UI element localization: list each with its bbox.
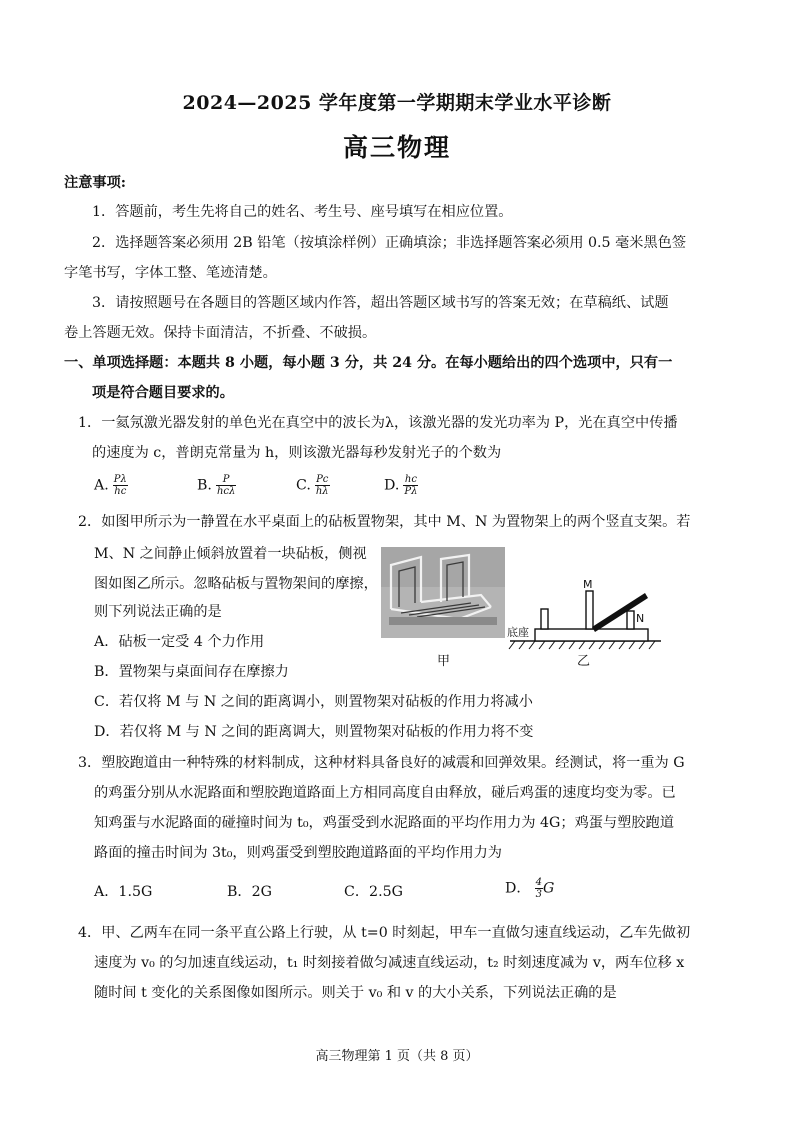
question-3-stem: 的鸡蛋分别从水泥路面和塑胶跑道路面上方相同高度自由释放，碰后鸡蛋的速度均变为零。已 <box>94 785 676 801</box>
label-m: M <box>583 578 593 591</box>
q1-option-b: B. $\frac{P}{\text{hcλ}}$ <box>197 474 236 497</box>
notice-heading: 注意事项: <box>64 175 126 191</box>
question-4-stem: 速度为 v₀ 的匀加速直线运动，t₁ 时刻接着做匀减速直线运动，t₂ 时刻速度减为 v，两车位移 x <box>94 955 685 971</box>
section-heading: 一、单项选择题：本题共 8 小题，每小题 3 分，共 24 分。在每小题给出的四个选项中，只有一 <box>64 355 673 371</box>
question-3-stem: 路面的撞击时间为 3t₀，则鸡蛋受到塑胶跑道路面的平均作用力为 <box>94 845 502 861</box>
left-post <box>541 609 548 629</box>
question-1-stem: 1．一氦氖激光器发射的单色光在真空中的波长为λ，该激光器的发光功率为 P，光在真空中传播 <box>78 415 678 431</box>
exam-title: 2024—2025 学年度第一学期期末学业水平诊断 <box>182 92 612 114</box>
q3-option-d: D． $\frac{4}{3}$ G <box>505 877 555 900</box>
question-2-stem: M、N 之间静止倾斜放置着一块砧板，侧视 <box>94 546 367 562</box>
question-4-stem: 4．甲、乙两车在同一条平直公路上行驶，从 t=0 时刻起，甲车一直做匀速直线运动，乙车先做初 <box>78 925 691 941</box>
q1-option-c: C. $\frac{Pc}{h\lambda}$ <box>296 474 329 497</box>
notice-item: 3．请按照题号在各题目的答题区域内作答，超出答题区域书写的答案无效；在草稿纸、试题 <box>92 295 669 311</box>
label-n: N <box>636 612 645 625</box>
rack-side-view-diagram <box>505 573 663 653</box>
figure-caption-b: 乙 <box>577 654 591 669</box>
q2-option-a: A．砧板一定受 4 个力作用 <box>94 634 265 650</box>
subject-title: 高三物理 <box>342 133 451 162</box>
rack-photo <box>381 547 505 638</box>
q2-option-c: C．若仅将 M 与 N 之间的距离调小，则置物架对砧板的作用力将减小 <box>94 694 533 710</box>
ground-line <box>509 641 661 649</box>
question-2-stem: 2．如图甲所示为一静置在水平桌面上的砧板置物架，其中 M、N 为置物架上的两个竖直支架。若 <box>78 514 691 530</box>
question-2-stem: 则下列说法正确的是 <box>94 604 222 620</box>
q2-option-d: D．若仅将 M 与 N 之间的距离调大，则置物架对砧板的作用力将不变 <box>94 724 534 740</box>
q3-option-c: C．2.5G <box>344 884 403 900</box>
question-2-stem: 图如图乙所示。忽略砧板与置物架间的摩擦， <box>94 576 378 592</box>
notice-item: 卷上答题无效。保持卡面清洁，不折叠、不破损。 <box>64 325 377 341</box>
question-4-stem: 随时间 t 变化的关系图像如图所示。则关于 v₀ 和 v 的大小关系，下列说法正确的是 <box>94 985 617 1001</box>
notice-item: 2．选择题答案必须用 2B 铅笔（按填涂样例）正确填涂；非选择题答案必须用 0.5 毫米黑色签 <box>92 235 687 251</box>
page-footer: 高三物理第 1 页（共 8 页） <box>315 1049 479 1064</box>
question-1-stem: 的速度为 c，普朗克常量为 h，则该激光器每秒发射光子的个数为 <box>92 445 502 461</box>
notice-item: 字笔书写，字体工整、笔迹清楚。 <box>64 265 277 281</box>
rack-base <box>535 629 648 641</box>
q2-option-b: B．置物架与桌面间存在摩擦力 <box>94 664 289 680</box>
question-3-stem: 知鸡蛋与水泥路面的碰撞时间为 t₀，鸡蛋受到水泥路面的平均作用力为 4G；鸡蛋与塑胶跑道 <box>94 815 674 831</box>
notice-item: 1．答题前，考生先将自己的姓名、考生号、座号填写在相应位置。 <box>92 204 513 220</box>
support-n <box>627 611 634 629</box>
support-m <box>586 591 593 629</box>
q3-option-a: A．1.5G <box>94 884 153 900</box>
figure-caption-a: 甲 <box>437 654 451 669</box>
q3-option-b: B．2G <box>227 884 272 900</box>
section-heading-cont: 项是符合题目要求的。 <box>92 385 234 401</box>
question-3-stem: 3．塑胶跑道由一种特殊的材料制成，这种材料具备良好的减震和回弹效果。经测试，将一重为 G <box>78 755 685 771</box>
q1-option-d: D. $\frac{hc}{P\lambda}$ <box>384 474 418 497</box>
label-base: 底座 <box>507 626 529 639</box>
q1-option-a: A. $\frac{P\lambda}{hc}$ <box>94 474 127 497</box>
